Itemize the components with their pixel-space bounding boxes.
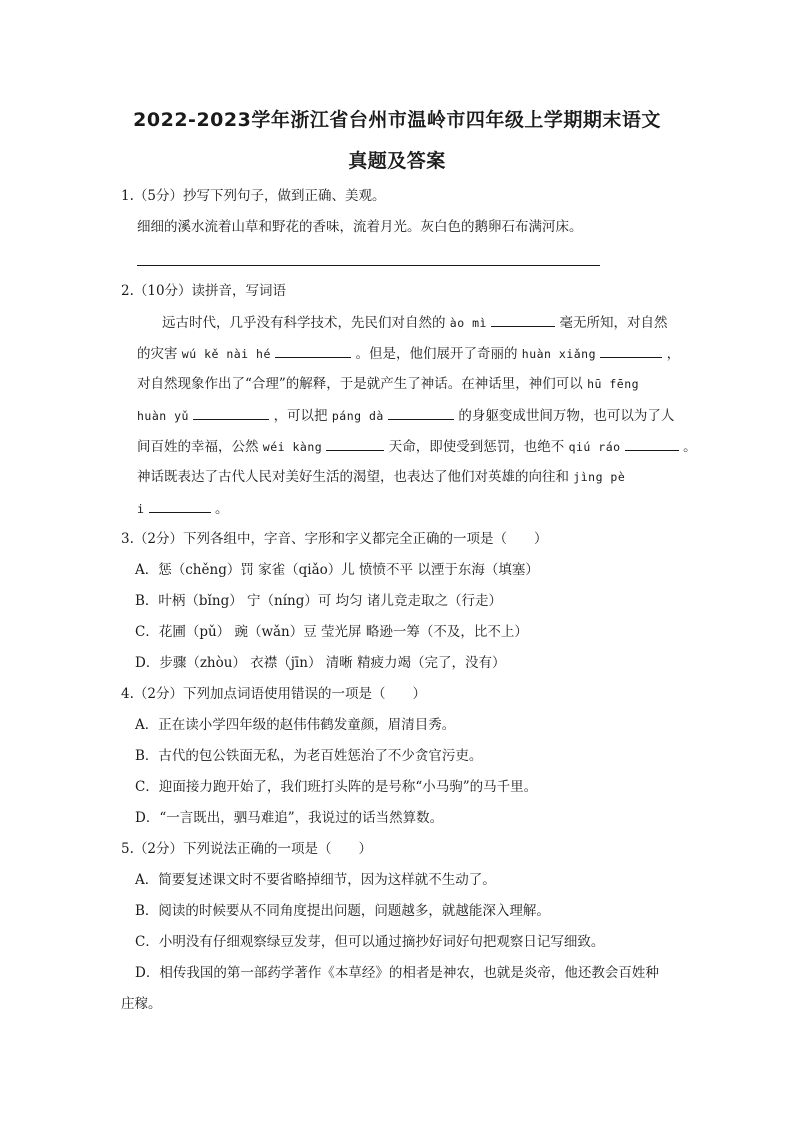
q5-option-a[interactable]: A．简要复述课文时不要省略掉细节，因为这样就不生动了。: [135, 872, 496, 888]
q1-sentence: 细细的溪水流着山草和野花的香味，流着月光。灰白色的鹅卵石布满河床。: [137, 219, 583, 235]
pinyin-5: páng dà: [331, 409, 384, 423]
answer-blank-2[interactable]: [275, 343, 351, 358]
q5-option-b[interactable]: B．阅读的时候要从不同角度提出问题，问题越多，就越能深入理解。: [135, 903, 550, 919]
q5-option-c[interactable]: C．小明没有仔细观察绿豆发芽，但可以通过摘抄好词好句把观察日记写细致。: [135, 934, 605, 950]
doc-title-line-1: 2022-2023学年浙江省台州市温岭市四年级上学期期末语文: [133, 109, 661, 131]
answer-blank-5[interactable]: [388, 405, 454, 420]
answer-blank-1[interactable]: [491, 312, 555, 327]
doc-title-line-2: 真题及答案: [348, 150, 446, 172]
q4-option-c[interactable]: C．迎面接力跑开始了，我们班打头阵的是号称“小马驹”的马千里。: [135, 779, 538, 795]
pinyin-2: wú kě nài hé: [181, 347, 271, 361]
q2-text: 天命，即使受到惩罚，也绝不: [388, 439, 565, 455]
q2-text: 对自然现象作出了“合理”的解释，于是就产生了神话。在神话里，神们可以: [137, 376, 583, 392]
answer-blank-3[interactable]: [600, 343, 662, 358]
q3-option-d[interactable]: D．步骤（zhòu） 衣襟（jīn） 清晰 精疲力竭（完了，没有）: [135, 655, 506, 671]
pinyin-8b: i: [137, 502, 145, 516]
q2-text: 神话既表达了古代人民对美好生活的渴望，也表达了他们对英雄的向往和: [137, 469, 569, 485]
q4-stem: 4.（2分）下列加点词语使用错误的一项是（ ）: [121, 686, 426, 702]
q4-option-a[interactable]: A．正在读小学四年级的赵伟伟鹤发童颜，眉清目秀。: [135, 717, 456, 733]
q2-text: 。但是，他们展开了奇丽的: [355, 346, 518, 362]
q2-text: 。: [215, 501, 229, 517]
q2-text: 。: [683, 439, 697, 455]
q3-option-c[interactable]: C．花圃（pǔ） 豌（wǎn）豆 莹光屏 略逊一筹（不及，比不上）: [135, 624, 528, 640]
q5-stem: 5.（2分）下列说法正确的一项是（ ）: [121, 841, 372, 857]
q2-text: 间百姓的幸福，公然: [137, 439, 259, 455]
q2-para-line-3: [137, 374, 639, 394]
q3-stem: 3.（2分）下列各组中，字音、字形和字义都完全正确的一项是（ ）: [121, 531, 548, 547]
q2-stem: 2.（10分）读拼音，写词语: [121, 283, 287, 299]
q3-option-b[interactable]: B．叶柄（bǐng） 宁（níng）可 均匀 诸儿竞走取之（行走）: [135, 593, 502, 609]
q2-text: 毫无所知，对自然: [559, 315, 668, 331]
q2-para-line-1: [162, 312, 668, 333]
pinyin-4b: huàn yǔ: [137, 409, 189, 423]
q5-option-d[interactable]: D．相传我国的第一部药学著作《本草经》的相者是神农，也就是炎帝，他还教会百姓种: [135, 965, 659, 981]
q1-stem: 1.（5分）抄写下列句子，做到正确、美观。: [121, 188, 386, 204]
q2-para-line-6: [137, 467, 625, 487]
pinyin-8a: jìng pè: [573, 470, 626, 484]
q2-text: ，可以把: [273, 408, 328, 424]
answer-blank-7[interactable]: [625, 436, 679, 451]
q3-option-a[interactable]: A．惩（chěng）罚 家雀（qiǎo）儿 愤愤不平 以湮于东海（填塞）: [135, 562, 539, 578]
answer-blank-4[interactable]: [193, 405, 269, 420]
pinyin-1: ào mì: [449, 316, 487, 330]
pinyin-3: huàn xiǎng: [521, 347, 597, 361]
q2-text: ，: [666, 346, 681, 362]
q5-option-d-continuation: 庄稼。: [121, 996, 162, 1012]
q2-text: 的身躯变成世间万物，也可以为了人: [458, 408, 675, 424]
q2-para-line-2: [137, 343, 680, 364]
answer-blank-6[interactable]: [326, 436, 384, 451]
q2-text: 远古时代，几乎没有科学技术，先民们对自然的: [162, 315, 446, 331]
answer-blank-8[interactable]: [149, 498, 211, 513]
q1-answer-line: [137, 265, 600, 266]
q4-option-b[interactable]: B．古代的包公铁面无私，为老百姓惩治了不少贪官污吏。: [135, 748, 483, 764]
q2-text: 的灾害: [137, 346, 178, 362]
q4-option-d[interactable]: D．“一言既出，驷马难追”，我说过的话当然算数。: [135, 810, 444, 826]
q2-para-line-4: [137, 405, 674, 426]
q2-para-line-5: [137, 436, 697, 457]
pinyin-6: wéi kàng: [262, 440, 323, 454]
pinyin-4a: hū fēng: [587, 377, 640, 391]
pinyin-7: qiú ráo: [568, 440, 621, 454]
q2-para-line-7: [137, 498, 229, 519]
